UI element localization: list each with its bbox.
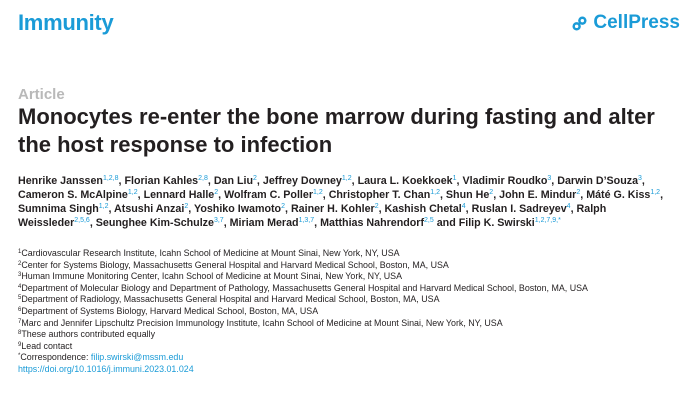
author-name: Jeffrey Downey (262, 175, 342, 187)
author-affiliation-ref[interactable]: 2 (489, 189, 494, 196)
author-name: Darwin D’Souza (557, 175, 639, 187)
affiliation-number: 3 (18, 272, 22, 279)
affiliation-text: Marc and Jennifer Lipschultz Precision Immunology Institute, Icahn School of Medicine at Mount Sinai, New York, NY, USA (21, 317, 503, 328)
author-affiliation-ref[interactable]: 2 (281, 203, 285, 210)
affiliation-number: 4 (18, 283, 22, 290)
affiliation-item (18, 318, 686, 330)
author-affiliation-ref[interactable]: 1,2 (341, 175, 352, 182)
author-affiliation-ref[interactable]: 1 (452, 175, 457, 182)
author-and-conjunction: and (433, 217, 459, 229)
correspondence-line (18, 352, 686, 364)
affiliation-item (18, 306, 686, 318)
affiliation-item (18, 294, 686, 306)
affiliation-number: 6 (18, 306, 22, 313)
author-name: Cameron S. McAlpine (18, 189, 128, 201)
author-affiliation-ref[interactable]: 2,5 (424, 217, 434, 224)
publisher-logo[interactable] (570, 12, 680, 34)
author-name: Seunghee Kim-Schulze (95, 217, 214, 229)
doi-link[interactable]: https://doi.org/10.1016/j.immuni.2023.01.024 (18, 363, 194, 374)
author-affiliation-ref[interactable]: 1,3,7 (298, 217, 315, 224)
author-affiliation-ref[interactable]: 2 (374, 203, 379, 210)
correspondence-email-link[interactable]: filip.swirski@mssm.edu (90, 352, 184, 363)
author-name: Florian Kahles (124, 175, 199, 187)
author-affiliation-ref[interactable]: 1,2 (127, 189, 138, 196)
article-title: Monocytes re-enter the bone marrow during fasting and alter the host response to infection (18, 104, 655, 157)
author-affiliation-ref[interactable]: 1,2 (430, 189, 440, 196)
author-affiliation-ref[interactable]: 2 (576, 189, 581, 196)
author-name: John E. Mindur (499, 189, 577, 201)
affiliation-item (18, 341, 686, 353)
author-affiliation-ref[interactable]: 3 (638, 175, 642, 182)
affiliation-number: 9 (18, 341, 22, 348)
author-name: Christopher T. Chan (328, 189, 431, 201)
affiliation-number: 1 (18, 249, 22, 255)
author-name: Atsushi Anzai (114, 203, 185, 215)
author-name: Sumnima Singh (18, 203, 99, 215)
author-affiliation-ref[interactable]: 4 (566, 203, 571, 210)
affiliation-text: Center for Systems Biology, Massachusetts General Hospital and Harvard Medical School, Boston, MA, USA (21, 259, 449, 270)
author-name: Wolfram C. Poller (224, 189, 313, 201)
affiliation-item (18, 283, 686, 295)
author-name: Vladimir Roudko (462, 175, 548, 187)
author-affiliation-ref[interactable]: 3,7 (213, 217, 224, 224)
author-name: Shun He (445, 189, 490, 201)
affiliation-list (18, 248, 686, 376)
affiliation-text: Lead contact (21, 340, 73, 351)
affiliation-item (18, 329, 686, 341)
author-affiliation-ref[interactable]: 2,8 (198, 175, 208, 182)
affiliation-item (18, 260, 686, 272)
author-affiliation-ref[interactable]: 2 (253, 175, 257, 182)
author-name: Ralph Weissleder (18, 203, 607, 229)
affiliation-text: These authors contributed equally (21, 329, 156, 340)
affiliation-text: Cardiovascular Research Institute, Icahn School of Medicine at Mount Sinai, New York, NY, USA (21, 248, 400, 258)
author-affiliation-ref[interactable]: 1,2,7,9,* (534, 217, 561, 224)
author-name: Yoshiko Iwamoto (193, 203, 282, 215)
author-name: Máté G. Kiss (586, 189, 651, 201)
author-name: Kashish Chetal (384, 203, 462, 215)
author-affiliation-ref[interactable]: 1,2 (650, 189, 661, 196)
author-name: Miriam Merad (229, 217, 299, 229)
affiliation-text: Department of Systems Biology, Harvard Medical School, Boston, MA, USA (21, 305, 319, 316)
correspondence-marker: * (18, 353, 21, 360)
cellpress-logo-icon (570, 14, 589, 33)
correspondence-label: Correspondence: (20, 352, 91, 363)
affiliation-item (18, 248, 686, 260)
author-name: Dan Liu (213, 175, 254, 187)
author-name: Rainer H. Kohler (290, 203, 375, 215)
affiliation-text: Human Immune Monitoring Center, Icahn School of Medicine at Mount Sinai, New York, NY, USA (21, 271, 403, 282)
publisher-name: CellPress (593, 12, 680, 33)
affiliation-number: 8 (18, 330, 22, 337)
affiliation-item (18, 271, 686, 283)
author-name: Laura L. Koekkoek (357, 175, 453, 187)
affiliation-number: 5 (18, 295, 22, 302)
author-affiliation-ref[interactable]: 1,2 (98, 203, 109, 210)
author-name: Lennard Halle (143, 189, 215, 201)
affiliation-number: 2 (18, 260, 22, 267)
author-name: Ruslan I. Sadreyev (471, 203, 567, 215)
author-list: Henrike Janssen$^{1,2,8}$, Florian Kahles$^{2,8}$, Dan Liu$^2$, Jeffrey Downey$^{1,2}$, Laura L. Koekkoek$^1$, Vladimir Roudko$^3$, Darwin D’Souza$^3$, Cameron S. McAlpine$^{1,2}$, Lennard Halle$^2$, Wolfram C. Poller$^{1,2}$, Christopher T. Chan$^{1,2}$, Shun He$^2$, John E. Mindur$^2$, Máté G. Kiss$^{1,2}$, Sumnima Singh$^{1,2}$, Atsushi Anzai$^2$, Yoshiko Iwamoto$^2$, Rainer H. Kohler$^2$, Kashish Chetal$^4$, Ruslan I. Sadreyev$^4$, Ralph Weissleder$^{2,5,6}$, Seunghee Kim-Schulze$^{3,7}$, Miriam Merad$^{1,3,7}$, Matthias Nahrendorf$^{2,5}$ and Filip K. Swirski$^{1,2,7,9,*}$ (18, 175, 664, 229)
affiliation-text: Department of Molecular Biology and Department of Pathology, Massachusetts General Hospital and Harvard Medical School, Boston, MA, USA (21, 282, 588, 293)
author-name: Henrike Janssen (18, 175, 103, 187)
affiliation-number: 7 (18, 318, 22, 325)
author-affiliation-ref[interactable]: 2 (214, 189, 219, 196)
author-affiliation-ref[interactable]: 1,2,8 (102, 175, 119, 182)
affiliation-text: Department of Radiology, Massachusetts General Hospital and Harvard Medical School, Boston, MA, USA (21, 294, 440, 305)
author-affiliation-ref[interactable]: 3 (547, 175, 552, 182)
author-affiliation-ref[interactable]: 2,5,6 (74, 217, 90, 224)
author-name: Filip K. Swirski (458, 217, 535, 229)
article-type-label: Article (18, 86, 65, 103)
author-affiliation-ref[interactable]: 4 (461, 203, 466, 210)
author-affiliation-ref[interactable]: 1,2 (313, 189, 323, 196)
author-affiliation-ref[interactable]: 2 (184, 203, 189, 210)
author-name: Matthias Nahrendorf (320, 217, 425, 229)
journal-name: Immunity (18, 10, 114, 35)
